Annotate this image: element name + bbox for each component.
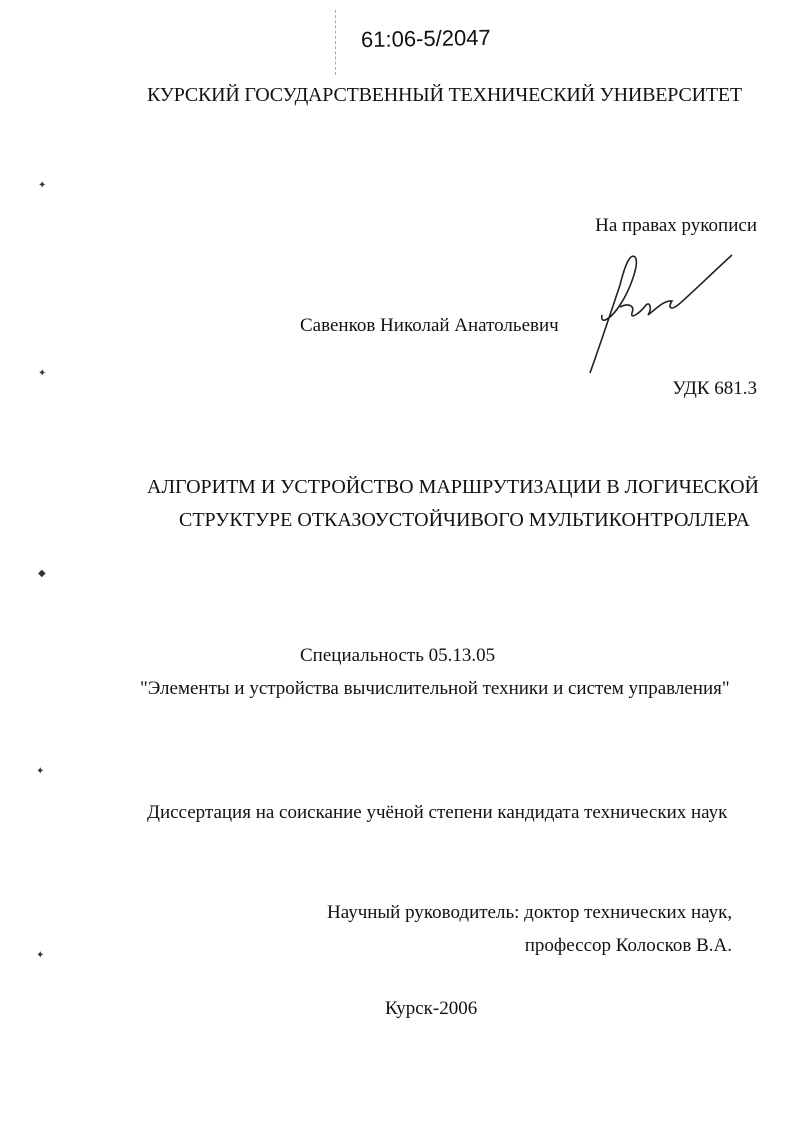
degree-statement: Диссертация на соискание учёной степени кандидата технических наук	[147, 802, 728, 823]
title-line-2: СТРУКТУРЕ ОТКАЗОУСТОЙЧИВОГО МУЛЬТИКОНТРОЛЛЕРА	[179, 509, 750, 531]
supervisor-line-1: Научный руководитель: доктор технических наук,	[327, 902, 733, 923]
place-year: Курск-2006	[385, 998, 478, 1019]
manuscript-rights: На правах рукописи	[595, 215, 757, 236]
binding-mark: ✦	[36, 950, 45, 961]
binding-mark: ◆	[38, 568, 46, 579]
scan-artifact-line	[335, 10, 337, 75]
signature	[580, 245, 740, 380]
binding-mark: ✦	[38, 368, 47, 379]
author-name: Савенков Николай Анатольевич	[300, 315, 559, 336]
university-name: КУРСКИЙ ГОСУДАРСТВЕННЫЙ ТЕХНИЧЕСКИЙ УНИВЕРСИТЕТ	[147, 84, 742, 106]
title-line-1: АЛГОРИТМ И УСТРОЙСТВО МАРШРУТИЗАЦИИ В ЛОГИЧЕСКОЙ	[147, 476, 759, 498]
specialty-name: "Элементы и устройства вычислительной техники и систем управления"	[140, 678, 730, 699]
registry-number: 61:06-5/2047	[360, 24, 491, 53]
udc-code: УДК 681.3	[672, 378, 757, 399]
supervisor-line-2: профессор Колосков В.А.	[524, 935, 732, 956]
binding-mark: ✦	[36, 766, 45, 777]
binding-mark: ✦	[38, 180, 47, 191]
specialty-code: Специальность 05.13.05	[300, 645, 496, 666]
